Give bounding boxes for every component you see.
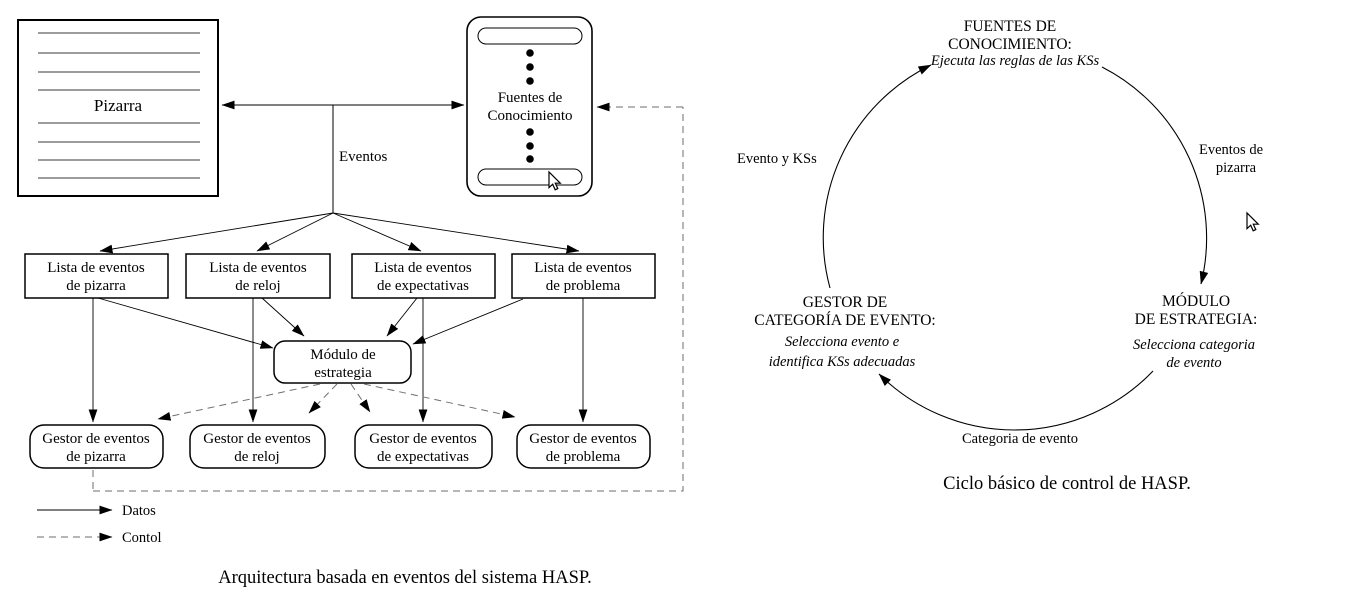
strategy-module-label: estrategia xyxy=(314,365,372,381)
event-list-box-problema xyxy=(512,254,655,298)
legend-data-label: Datos xyxy=(122,503,156,519)
events-edge-label: Eventos xyxy=(339,149,388,165)
event-list-label: Lista de eventos xyxy=(47,260,145,276)
event-manager-box-expectativas xyxy=(355,425,492,468)
edge-label-event-and-kss: Evento y KSs xyxy=(737,151,817,167)
strategy-module-label: Módulo de xyxy=(310,347,376,363)
event-list-boxes xyxy=(25,254,655,298)
ks-slot-top xyxy=(478,28,582,44)
event-list-label: de pizarra xyxy=(66,278,126,294)
event-list-label: Lista de eventos xyxy=(209,260,307,276)
event-manager-label: de expectativas xyxy=(376,449,470,465)
blackboard-label: Pizarra xyxy=(93,96,143,115)
edge-label-event-category: Categoria de evento xyxy=(962,431,1078,447)
event-list-label: de expectativas xyxy=(376,278,470,294)
legend-control-label: Contol xyxy=(122,530,162,546)
ks-slot-bottom xyxy=(478,169,582,185)
event-list-label: de problema xyxy=(545,278,621,294)
knowledge-sources-label-line2: Conocimiento xyxy=(487,108,573,124)
event-list-label: Lista de eventos xyxy=(534,260,632,276)
event-list-label: de reloj xyxy=(235,278,281,294)
event-list-box-expectativas xyxy=(352,254,495,298)
event-manager-label: de pizarra xyxy=(66,449,126,465)
legend xyxy=(37,503,161,546)
cycle-node-title: FUENTES DE xyxy=(963,18,1057,35)
cycle-node-description: Selecciona evento e xyxy=(784,334,900,350)
cycle-node-description: identifica KSs adecuadas xyxy=(768,354,916,370)
event-manager-box-problema xyxy=(517,425,650,468)
event-list-box-pizarra xyxy=(25,254,168,298)
event-manager-boxes xyxy=(30,425,650,468)
cycle-node-description: de evento xyxy=(1166,355,1222,371)
left-diagram-caption: Arquitectura basada en eventos del sistema HASP. xyxy=(218,568,592,588)
knowledge-sources-box xyxy=(467,17,592,196)
edge-label-blackboard-events: pizarra xyxy=(1215,160,1257,176)
cycle-node-knowledge-sources xyxy=(930,18,1100,69)
cycle-node-category-manager xyxy=(754,294,935,370)
cycle-node-strategy xyxy=(1133,293,1257,371)
blackboard-box xyxy=(18,20,218,196)
cycle-node-title: GESTOR DE xyxy=(802,294,888,311)
knowledge-sources-label-line1: Fuentes de xyxy=(497,90,563,106)
event-manager-label: de reloj xyxy=(234,449,280,465)
control-cycle-arcs xyxy=(823,65,1206,430)
edge-label-blackboard-events: Eventos de xyxy=(1198,142,1264,158)
mouse-cursor-icon xyxy=(1247,213,1258,231)
event-manager-box-reloj xyxy=(190,425,325,468)
event-list-box-reloj xyxy=(186,254,330,298)
event-manager-label: de problema xyxy=(545,449,621,465)
cycle-node-title: CATEGORÍA DE EVENTO: xyxy=(754,312,936,329)
event-manager-label: Gestor de eventos xyxy=(203,431,311,447)
event-manager-label: Gestor de eventos xyxy=(529,431,637,447)
cycle-node-description: Selecciona categoria xyxy=(1133,337,1255,353)
cycle-node-title: MÓDULO xyxy=(1161,293,1231,310)
strategy-module-box xyxy=(274,341,411,383)
cycle-node-description: Ejecuta las reglas de las KSs xyxy=(930,53,1100,69)
right-diagram-caption: Ciclo básico de control de HASP. xyxy=(943,474,1191,494)
event-manager-label: Gestor de eventos xyxy=(42,431,150,447)
cycle-node-title: CONOCIMIENTO: xyxy=(948,36,1072,53)
event-manager-label: Gestor de eventos xyxy=(369,431,477,447)
event-list-label: Lista de eventos xyxy=(374,260,472,276)
cycle-node-title: DE ESTRATEGIA: xyxy=(1134,311,1258,328)
event-manager-box-pizarra xyxy=(30,425,163,468)
